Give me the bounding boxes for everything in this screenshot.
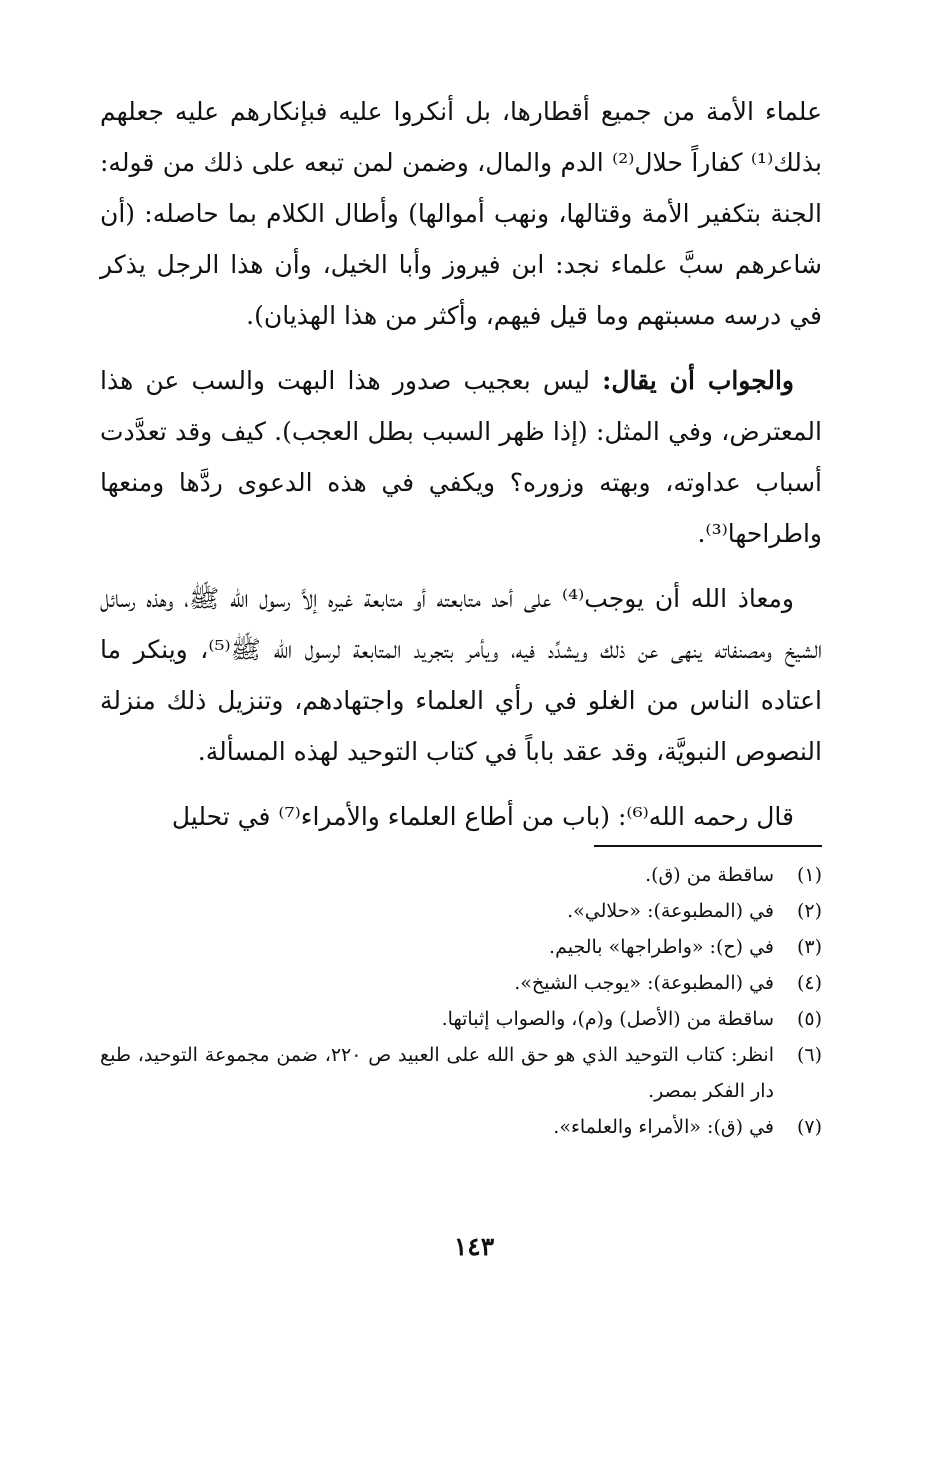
paragraph-3-text: ومعاذ الله أن يوجب⁽⁴⁾ على أحد متابعته أو متابعة غيره إلاَّ رسول الله ﷺ، وهذه رسائل الشيخ ومصنفاته ينهى عن ذلك ويشدِّد فيه، ويأمر بتجريد المتابعة لرسول الله ﷺ⁽⁵⁾، وينكر ما اعتاده الناس من الغلو في رأي العلماء واجتهادهم، وتنزيل ذلك منزلة النصوص النبويَّة، وقد عقد باباً في كتاب التوحيد لهذه المسألة. bbox=[100, 584, 822, 766]
paragraph-1-text: علماء الأمة من جميع أقطارها، بل أنكروا عليه فبإنكارهم عليه جعلهم بذلك⁽¹⁾ كفاراً حلال⁽²⁾ الدم والمال، وضمن لمن تبعه على ذلك من قوله: الجنة بتكفير الأمة وقتالها، ونهب أموالها) وأطال الكلام بما حاصله: (أن شاعرهم سبَّ علماء نجد: ابن فيروز وأبا الخيل، وأن هذا الرجل يذكر في درسه مسبتهم وما قيل فيهم، وأكثر من هذا الهذيان). bbox=[100, 97, 822, 330]
footnote-text: في (ق): «الأمراء والعلماء». bbox=[553, 1116, 774, 1138]
footnote-number: (١) bbox=[796, 864, 822, 886]
footnote-text: في (ح): «واطراجها» بالجيم. bbox=[549, 936, 774, 958]
footnote-separator bbox=[594, 845, 822, 847]
footnote-4 bbox=[100, 965, 822, 1001]
footnote-text: ساقطة من (ق). bbox=[645, 864, 774, 886]
paragraph-4-text: قال رحمه الله⁽⁶⁾: (باب من أطاع العلماء والأمراء⁽⁷⁾ في تحليل bbox=[171, 802, 794, 831]
footnote-number: (٦) bbox=[796, 1044, 822, 1066]
footnote-1 bbox=[100, 857, 822, 893]
footnote-5 bbox=[100, 1001, 822, 1037]
footnote-7 bbox=[100, 1109, 822, 1145]
footnote-number: (٥) bbox=[796, 1008, 822, 1030]
page-number: ١٤٣ bbox=[453, 1232, 495, 1261]
footnotes bbox=[100, 845, 822, 1145]
paragraph-3 bbox=[100, 573, 822, 777]
paragraph-2 bbox=[100, 355, 822, 559]
footnote-number: (٣) bbox=[796, 936, 822, 958]
footnote-2 bbox=[100, 893, 822, 929]
main-text bbox=[100, 86, 822, 856]
footnote-text: في (المطبوعة): «حلالي». bbox=[567, 900, 774, 922]
paragraph-2-text: ليس بعجيب صدور هذا البهت والسب عن هذا المعترض، وفي المثل: (إذا ظهر السبب بطل العجب). كيف وقد تعدَّدت أسباب عداوته، وبهته وزوره؟ ويكفي في هذه الدعوى ردَّها ومنعها واطراحها⁽³⁾. bbox=[100, 366, 822, 548]
footnote-number: (٤) bbox=[796, 972, 822, 994]
footnote-text: في (المطبوعة): «يوجب الشيخ». bbox=[514, 972, 774, 994]
footnote-text: ساقطة من (الأصل) و(م)، والصواب إثباتها. bbox=[441, 1008, 774, 1030]
footnote-6 bbox=[100, 1037, 822, 1109]
footnote-text: انظر: كتاب التوحيد الذي هو حق الله على العبيد ص ٢٢٠، ضمن مجموعة التوحيد، طبع دار الفكر بمصر. bbox=[100, 1044, 774, 1102]
paragraph-2-lead: والجواب أن يقال: bbox=[602, 366, 794, 395]
paragraph-1 bbox=[100, 86, 822, 341]
footnote-3 bbox=[100, 929, 822, 965]
paragraph-4 bbox=[100, 791, 822, 842]
footnote-number: (٧) bbox=[796, 1116, 822, 1138]
footnote-number: (٢) bbox=[796, 900, 822, 922]
